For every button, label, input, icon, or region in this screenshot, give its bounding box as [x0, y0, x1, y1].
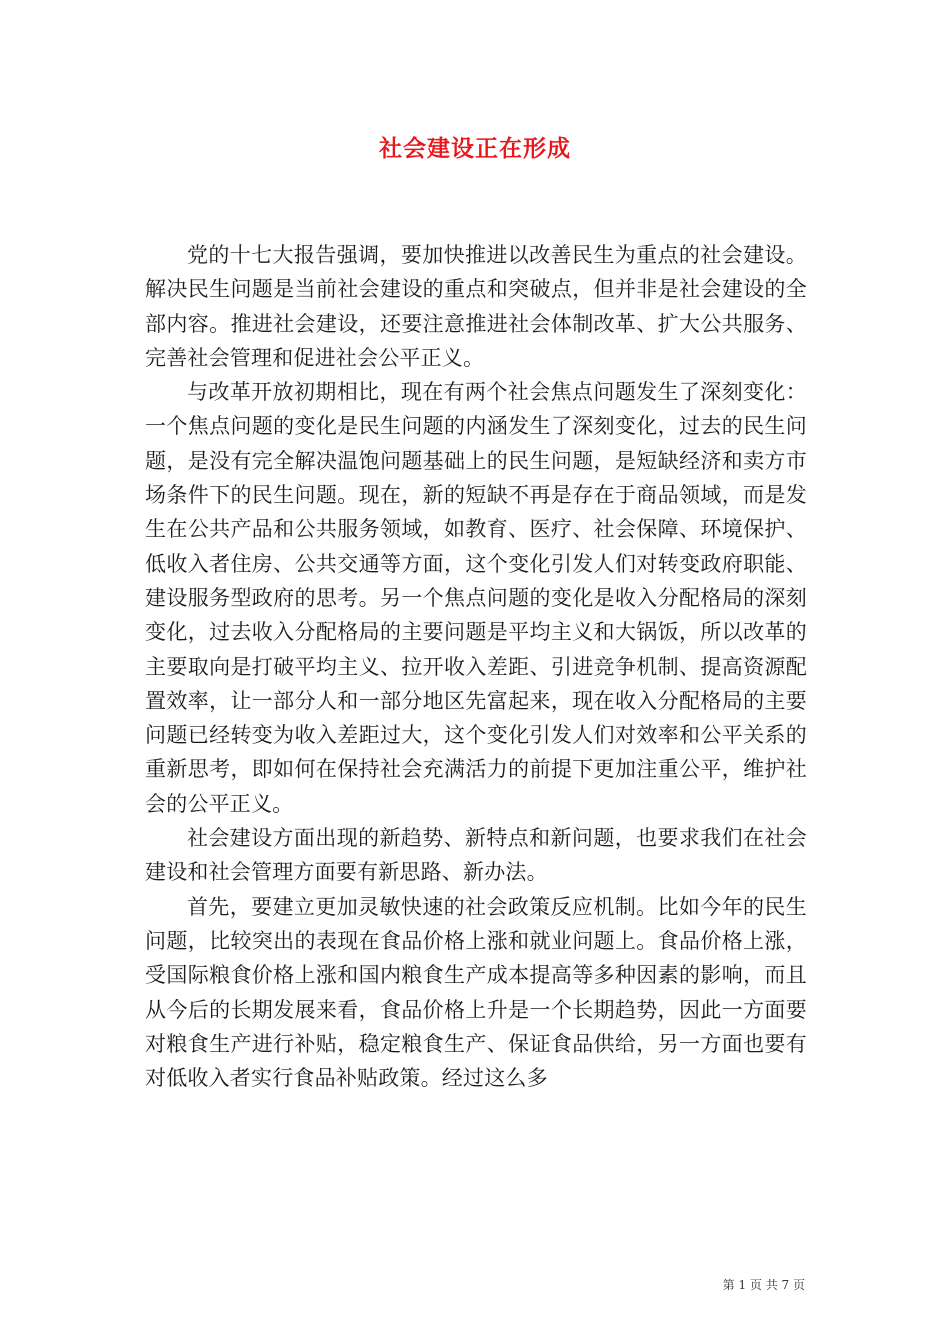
page-number-footer: 第 1 页 共 7 页 — [722, 1278, 805, 1292]
paragraph: 党的十七大报告强调，要加快推进以改善民生为重点的社会建设。解决民生问题是当前社会建设的重点和突破点，但并非是社会建设的全部内容。推进社会建设，还要注意推进社会体制改革、扩大公共服务、完善社会管理和促进社会公平正义。 — [145, 243, 807, 370]
paragraph: 社会建设方面出现的新趋势、新特点和新问题，也要求我们在社会建设和社会管理方面要有新思路、新办法。 — [145, 826, 807, 885]
paragraph: 与改革开放初期相比，现在有两个社会焦点问题发生了深刻变化：一个焦点问题的变化是民生问题的内涵发生了深刻变化，过去的民生问题，是没有完全解决温饱问题基础上的民生问题，是短缺经济和卖方市场条件下的民生问题。现在，新的短缺不再是存在于商品领域，而是发生在公共产品和公共服务领域，如教育、医疗、社会保障、环境保护、低收入者住房、公共交通等方面，这个变化引发人们对转变政府职能、建设服务型政府的思考。另一个焦点问题的变化是收入分配格局的深刻变化，过去收入分配格局的主要问题是平均主义和大锅饭，所以改革的主要取向是打破平均主义、拉开收入差距、引进竞争机制、提高资源配置效率，让一部分人和一部分地区先富起来，现在收入分配格局的主要问题已经转变为收入差距过大，这个变化引发人们对效率和公平关系的重新思考，即如何在保持社会充满活力的前提下更加注重公平，维护社会的公平正义。 — [145, 380, 807, 816]
paragraph: 首先，要建立更加灵敏快速的社会政策反应机制。比如今年的民生问题，比较突出的表现在食品价格上涨和就业问题上。食品价格上涨，受国际粮食价格上涨和国内粮食生产成本提高等多种因素的影响，而且从今后的长期发展来看，食品价格上升是一个长期趋势，因此一方面要对粮食生产进行补贴，稳定粮食生产、保证食品供给，另一方面也要有对低收入者实行食品补贴政策。经过这么多 — [145, 894, 807, 1091]
document-body — [145, 238, 807, 1095]
document-title: 社会建设正在形成 — [379, 135, 571, 162]
